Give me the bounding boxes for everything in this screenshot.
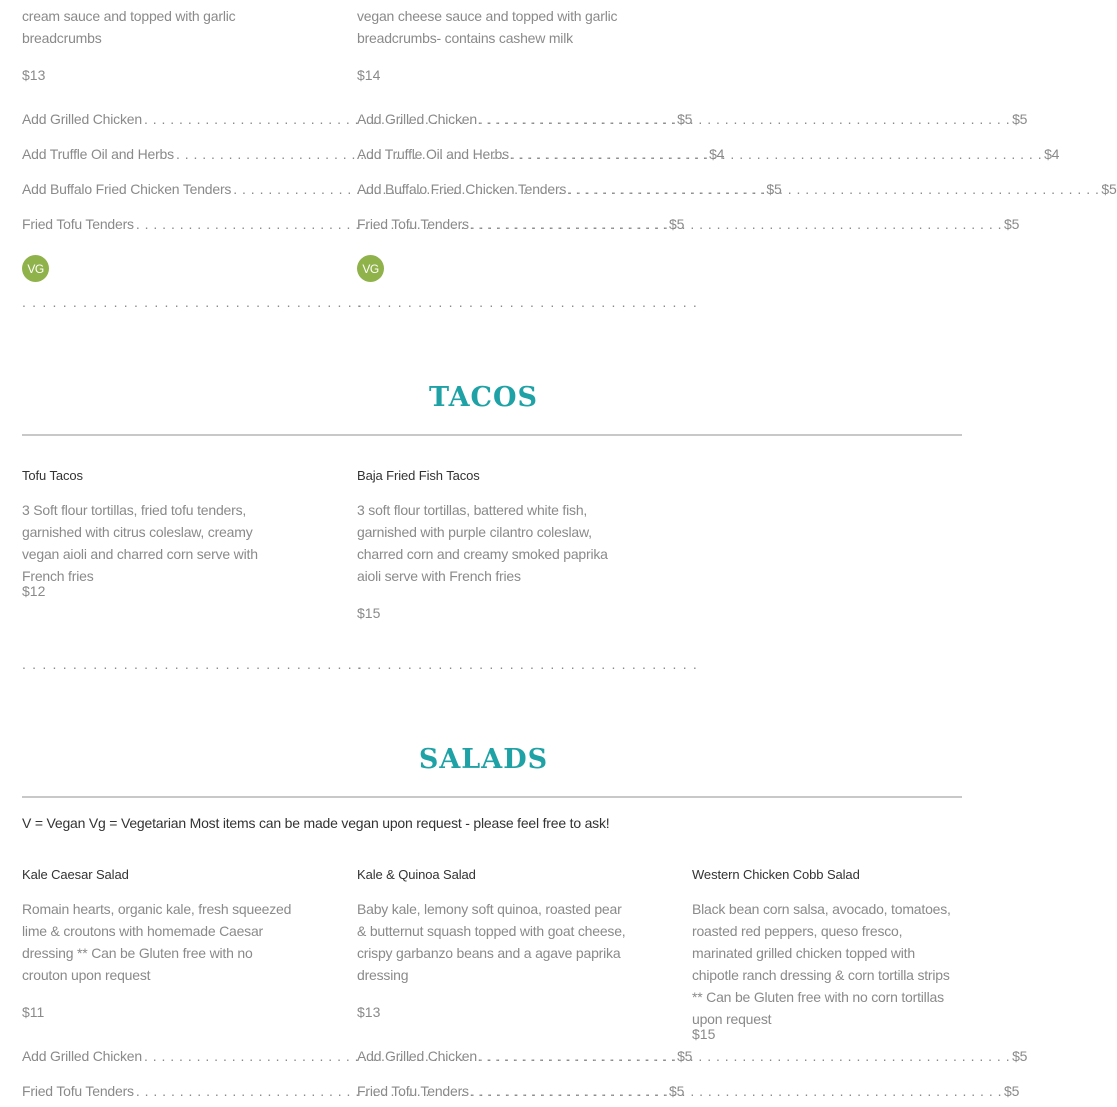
item-description: vegan cheese sauce and topped with garlic breadcrumbs- contains cashew milk [357, 8, 618, 46]
addon-label: Fried Tofu Tenders [22, 1083, 134, 1099]
addon-label: Add Truffle Oil and Herbs [357, 146, 509, 162]
item-price: $13 [357, 1004, 381, 1020]
dotted-divider: . . . . . . . . . . . . . . . . . . . . . . . . . . . . . . . . . . [357, 294, 699, 310]
item-description: 3 soft flour tortillas, battered white fish, garnished with purple cilantro coleslaw, charred corn and creamy smoked paprika aioli serve with French fries [357, 502, 608, 584]
section-heading-tacos: TACOS [428, 382, 539, 413]
item-price: $15 [357, 605, 381, 621]
section-heading-salads: SALADS [418, 744, 549, 775]
addon-row [22, 181, 782, 203]
section-rule [22, 796, 962, 798]
item-description: cream sauce and topped with garlic breadcrumbs [22, 8, 236, 46]
addon-row [357, 111, 1028, 133]
addon-price: $5 [1012, 1048, 1028, 1064]
item-title: Kale Caesar Salad [22, 867, 129, 882]
dotted-divider: . . . . . . . . . . . . . . . . . . . . . . . . . . . . . . . . . . [22, 656, 364, 672]
addon-row [357, 1048, 1028, 1070]
addon-label: Fried Tofu Tenders [357, 216, 469, 232]
addon-price: $5 [677, 1048, 693, 1064]
section-rule [22, 434, 962, 436]
addon-label: Add Buffalo Fried Chicken Tenders [22, 181, 232, 197]
addon-row [357, 181, 1117, 203]
item-title: Tofu Tacos [22, 468, 83, 483]
addon-label: Add Grilled Chicken [22, 1048, 142, 1064]
addon-label: Add Grilled Chicken [357, 111, 477, 127]
item-price: $14 [357, 67, 381, 83]
addon-price: $5 [1004, 216, 1020, 232]
addon-row [22, 216, 685, 238]
addon-price: $5 [669, 216, 685, 232]
addon-row [357, 1083, 1020, 1105]
item-title: Baja Fried Fish Tacos [357, 468, 480, 483]
addon-row [22, 111, 693, 133]
addon-row [357, 216, 1020, 238]
addon-row [22, 1083, 685, 1105]
item-price: $15 [692, 1026, 716, 1042]
addon-price: $4 [1044, 146, 1060, 162]
item-title: Kale & Quinoa Salad [357, 867, 476, 882]
item-description: 3 Soft flour tortillas, fried tofu tenders, garnished with citrus coleslaw, creamy vegan aioli and charred corn serve with French fries [22, 502, 258, 584]
addon-label: Fried Tofu Tenders [357, 1083, 469, 1099]
addon-price: $5 [1012, 111, 1028, 127]
item-title: Western Chicken Cobb Salad [692, 867, 860, 882]
item-description: Baby kale, lemony soft quinoa, roasted pear & butternut squash topped with goat cheese, crispy garbanzo beans and a agave paprika dressing [357, 901, 626, 983]
dotted-divider: . . . . . . . . . . . . . . . . . . . . . . . . . . . . . . . . . . [357, 656, 699, 672]
addon-row [22, 1048, 693, 1070]
addon-row [22, 146, 725, 168]
dotted-divider: . . . . . . . . . . . . . . . . . . . . . . . . . . . . . . . . . . [22, 294, 364, 310]
addon-price: $5 [1101, 181, 1117, 197]
addon-price: $5 [677, 111, 693, 127]
addon-label: Add Grilled Chicken [357, 1048, 477, 1064]
item-description: Romain hearts, organic kale, fresh squeezed lime & croutons with homemade Caesar dressing ** Can be Gluten free with no crouton upon request [22, 901, 292, 983]
item-price: $11 [22, 1004, 45, 1020]
item-price: $12 [22, 583, 46, 599]
addon-label: Add Grilled Chicken [22, 111, 142, 127]
addon-label: Add Buffalo Fried Chicken Tenders [357, 181, 567, 197]
item-description: Black bean corn salsa, avocado, tomatoes, roasted red peppers, queso fresco, marinated grilled chicken topped with chipotle ranch dressing & corn tortilla strips ** Can be Gluten free with no corn tortillas upon request [692, 901, 951, 1027]
addon-price: $5 [1004, 1083, 1020, 1099]
addon-label: Add Truffle Oil and Herbs [22, 146, 174, 162]
addon-price: $5 [766, 181, 782, 197]
addon-price: $4 [709, 146, 725, 162]
addon-price: $5 [669, 1083, 685, 1099]
vegetarian-badge: VG [22, 255, 49, 282]
diet-legend-note: V = Vegan Vg = Vegetarian Most items can be made vegan upon request - please feel free to ask! [22, 815, 610, 831]
item-price: $13 [22, 67, 46, 83]
addon-label: Fried Tofu Tenders [22, 216, 134, 232]
vegetarian-badge: VG [357, 255, 384, 282]
addon-row [357, 146, 1060, 168]
